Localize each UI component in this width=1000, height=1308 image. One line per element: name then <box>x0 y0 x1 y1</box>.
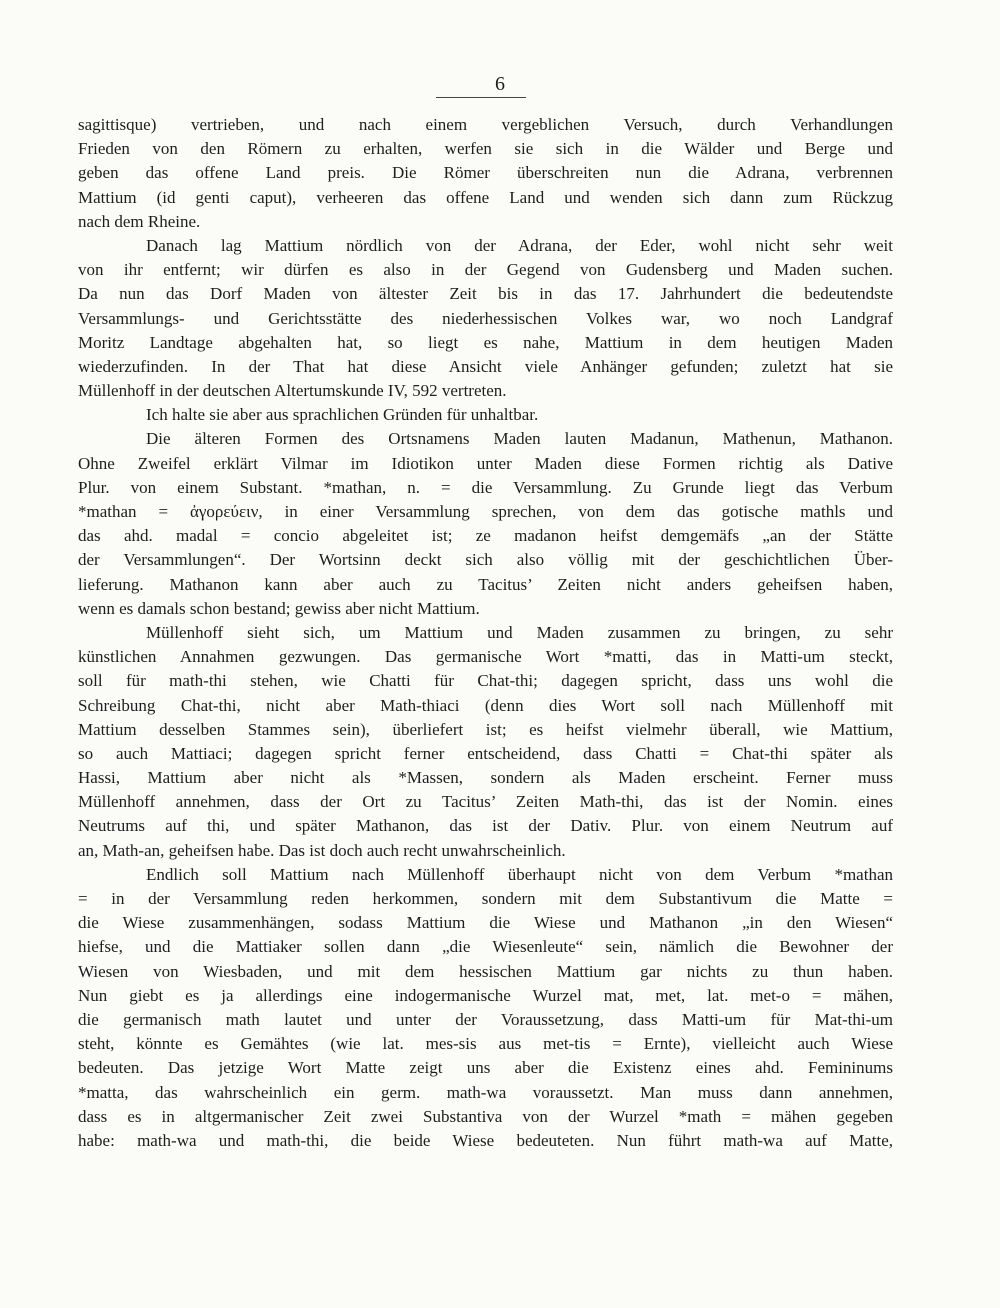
paragraph <box>78 113 893 234</box>
text-line: das ahd. madal = concio abgeleitet ist; ze madanon heifst demgemäfs „an der Stätte <box>78 526 893 546</box>
body-text <box>78 113 893 1153</box>
text-line: Frieden von den Römern zu erhalten, werfen sie sich in die Wälder und Berge und <box>78 139 893 159</box>
paragraph <box>78 403 893 427</box>
paragraph <box>78 621 893 863</box>
text-line: geben das offene Land preis. Die Römer überschreiten nun die Adrana, verbrennen <box>78 163 893 183</box>
text-line: Endlich soll Mattium nach Müllenhoff überhaupt nicht von dem Verbum *mathan <box>146 864 893 884</box>
text-line: künstlichen Annahmen gezwungen. Das germanische Wort *matti, das in Matti-um steckt, <box>78 647 893 667</box>
text-line: steht, könnte es Gemähtes (wie lat. mes-sis aus met-tis = Ernte), vielleicht auch Wiese <box>78 1034 893 1054</box>
text-line: der Versammlungen“. Der Wortsinn deckt sich also völlig mit der geschichtlichen Über- <box>78 550 893 570</box>
text-line: Wiesen von Wiesbaden, und mit dem hessischen Mattium gar nichts zu thun haben. <box>78 961 893 981</box>
text-line: Hassi, Mattium aber nicht als *Massen, sondern als Maden erscheint. Ferner muss <box>78 768 893 788</box>
page-number-rule <box>436 97 526 98</box>
text-line: Nun giebt es ja allerdings eine indogermanische Wurzel mat, met, lat. met-o = mähen, <box>78 985 893 1005</box>
text-line: Moritz Landtage abgehalten hat, so liegt es nahe, Mattium in dem heutigen Maden <box>78 332 893 352</box>
text-line: dass es in altgermanischer Zeit zwei Substantiva von der Wurzel *math = mähen gegeben <box>78 1106 893 1126</box>
text-line: *mathan = ἀγορεύειν, in einer Versammlung sprechen, von dem das gotische mathls und <box>78 502 893 521</box>
text-line: lieferung. Mathanon kann aber auch zu Tacitus’ Zeiten nicht anders geheifsen haben, <box>78 574 893 594</box>
text-line: Müllenhoff in der deutschen Altertumskunde IV, 592 vertreten. <box>78 381 507 401</box>
text-line: die Wiese zusammenhängen, sodass Mattium die Wiese und Mathanon „in den Wiesen“ <box>78 913 893 933</box>
text-line: Ohne Zweifel erklärt Vilmar im Idiotikon unter Maden diese Formen richtig als Dative <box>78 453 893 473</box>
text-line: nach dem Rheine. <box>78 211 201 231</box>
paragraph <box>78 427 893 621</box>
text-line: bedeuten. Das jetzige Wort Matte zeigt uns aber die Existenz eines ahd. Femininums <box>78 1058 893 1078</box>
page-number: 6 <box>495 73 505 95</box>
text-line: so auch Mattiaci; dagegen spricht ferner entscheidend, dass Chatti = Chat-thi später als <box>78 743 893 763</box>
text-line: hiefse, und die Mattiaker sollen dann „die Wiesenleute“ sein, nämlich die Bewohner der <box>78 937 893 957</box>
text-line: habe: math-wa und math-thi, die beide Wiese bedeuteten. Nun führt math-wa auf Matte, <box>78 1130 893 1150</box>
text-line: Ich halte sie aber aus sprachlichen Gründen für unhaltbar. <box>146 405 539 425</box>
text-line: soll für math-thi stehen, wie Chatti für Chat-thi; dagegen spricht, dass uns wohl die <box>78 671 893 691</box>
text-line: Mattium desselben Stammes sein), überliefert ist; es heifst vielmehr überall, wie Mattium, <box>78 719 893 739</box>
paragraph <box>78 863 893 1153</box>
text-line: von ihr entfernt; wir dürfen es also in der Gegend von Gudensberg und Maden suchen. <box>78 260 893 280</box>
paragraph <box>78 234 893 403</box>
text-line: Mattium (id genti caput), verheeren das offene Land und wenden sich dann zum Rückzug <box>78 187 893 207</box>
text-line: Plur. von einem Substant. *mathan, n. = die Versammlung. Zu Grunde liegt das Verbum <box>78 477 893 497</box>
text-line: an, Math-an, geheifsen habe. Das ist doch auch recht unwahrscheinlich. <box>78 840 566 860</box>
text-line: *matta, das wahrscheinlich ein germ. math-wa voraussetzt. Man muss dann annehmen, <box>78 1082 893 1102</box>
text-line: Müllenhoff annehmen, dass der Ort zu Tacitus’ Zeiten Math-thi, das ist der Nomin. eines <box>78 792 893 812</box>
text-line: sagittisque) vertrieben, und nach einem vergeblichen Versuch, durch Verhandlungen <box>78 115 893 134</box>
text-line: Da nun das Dorf Maden von ältester Zeit bis in das 17. Jahrhundert die bedeutendste <box>78 284 893 304</box>
text-line: Müllenhoff sieht sich, um Mattium und Maden zusammen zu bringen, zu sehr <box>146 622 893 642</box>
text-line: Die älteren Formen des Ortsnamens Maden lauten Madanun, Mathenun, Mathanon. <box>146 429 893 449</box>
text-line: = in der Versammlung reden herkommen, sondern mit dem Substantivum die Matte = <box>78 889 893 908</box>
text-line: die germanisch math lautet und unter der Voraussetzung, dass Matti-um für Mat-thi-um <box>78 1009 893 1029</box>
text-line: Versammlungs- und Gerichtsstätte des niederhessischen Volkes war, wo noch Landgraf <box>78 308 893 328</box>
text-line: Schreibung Chat-thi, nicht aber Math-thiaci (denn dies Wort soll nach Müllenhoff mit <box>78 695 893 715</box>
text-line: wenn es damals schon bestand; gewiss aber nicht Mattium. <box>78 598 480 618</box>
text-line: Neutrums auf thi, und später Mathanon, das ist der Dativ. Plur. von einem Neutrum auf <box>78 816 893 836</box>
text-line: Danach lag Mattium nördlich von der Adrana, der Eder, wohl nicht sehr weit <box>146 235 893 255</box>
text-line: wiederzufinden. In der That hat diese Ansicht viele Anhänger gefunden; zuletzt hat sie <box>78 356 893 376</box>
